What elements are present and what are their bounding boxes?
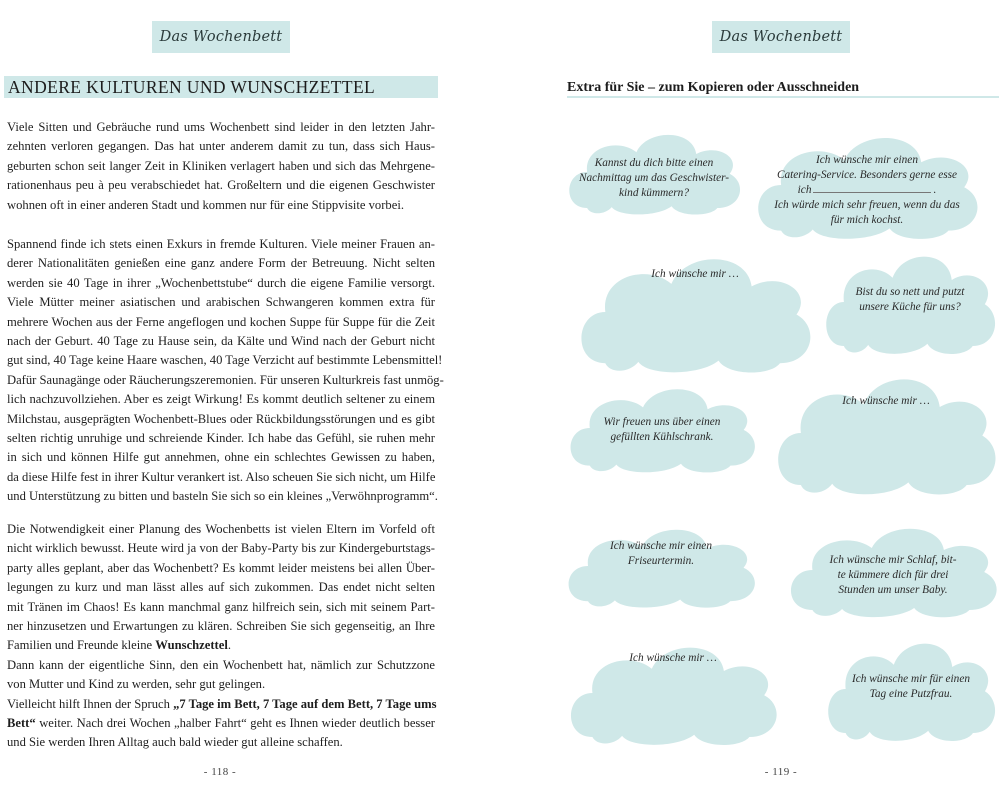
cloud-line: te kümmere dich für drei	[837, 569, 949, 581]
extra-heading: Extra für Sie – zum Kopieren oder Ausschneiden	[567, 80, 999, 98]
cloud-line: Bist du so nett und putzt	[855, 286, 965, 298]
saying-emphasis: „7 Tage im Bett, 7 Tage auf dem Bett, 7 Tage ums	[173, 696, 437, 711]
fill-in-blank[interactable]	[813, 183, 931, 193]
text-line: party alles geplant, aber das Wochenbett? Es kommt leider meistens bei allen Über-	[7, 560, 435, 575]
page-number-left: - 118 -	[203, 766, 237, 778]
paragraph-1	[7, 118, 435, 215]
text-line: da diese Hilfe fest in ihrer Kultur verankert ist. Also scheuen Sie sich nicht, um Hilfe	[7, 469, 436, 484]
text-line: Dann kann der eigentliche Sinn, den ein Wochenbett hat, nämlich zur Schutzzone	[7, 657, 435, 672]
text-line: lich nachzuvollziehen. Aber es zeigt Wirkung! Es kommt deutlich seltener zu einem	[7, 392, 435, 407]
right-page	[500, 0, 1000, 800]
cloud-shape	[774, 368, 998, 498]
cloud-line: Ich wünsche mir einen	[610, 540, 712, 552]
cloud-line: Ich würde mich sehr freuen, wenn du das	[774, 199, 960, 211]
cloud-text	[754, 153, 980, 228]
text-line: gut sind, 40 Tage keine Haare waschen, 40 Tage Verzicht auf bestimmte Lebensmittel!	[7, 353, 443, 368]
paragraph-3	[7, 520, 435, 753]
cloud-card-fridge	[567, 381, 757, 475]
cloud-text	[825, 672, 997, 702]
saying-emphasis: Bett“	[7, 716, 36, 731]
cloud-card-wish-blank-2	[774, 368, 998, 498]
cloud-line: Ich wünsche mir …	[629, 652, 717, 664]
cloud-line: Friseurtermin.	[627, 555, 695, 567]
cloud-card-hairdresser	[565, 522, 757, 610]
paragraph-2	[7, 235, 444, 507]
cloud-card-kitchen	[823, 247, 997, 357]
cloud-text	[566, 156, 742, 201]
text-line: derer Nationalitäten genießen eine ganz andere Form der Betreuung. Nicht selten	[7, 256, 435, 271]
cloud-text	[567, 415, 757, 445]
text-line: und Sie werden Ihren Alltag auch bald wieder gut alleine schaffen.	[7, 735, 343, 750]
text-line: selten richtig unruhige und schreiende Kinder. Ich habe das Gefühl, sie ruhen mehr	[7, 431, 435, 446]
cloud-line: gefüllten Kühlschrank.	[610, 431, 714, 443]
cloud-text	[787, 553, 999, 598]
cloud-line: Wir freuen uns über einen	[603, 416, 721, 428]
running-head-left: Das Wochenbett	[152, 21, 290, 53]
text-line: nach der Geburt. 40 Tage zu Hause sein, da Kälte und Wind nach der Geburt nicht	[7, 334, 435, 349]
cloud-line	[754, 183, 980, 198]
text-line: ner hinzusetzen und Erwartungen zu klären. Schreiben Sie sich gegenseitig, an Ihre	[7, 619, 435, 634]
text-line	[7, 714, 435, 733]
text-fragment: .	[933, 184, 937, 196]
text-fragment: weiter. Nach drei Wochen „halber Fahrt“ geht es Ihnen wieder deutlich besser	[35, 716, 435, 731]
cloud-line: Ich wünsche mir einen	[816, 154, 918, 166]
text-fragment: ich	[797, 184, 812, 196]
cloud-card-catering	[754, 128, 980, 242]
cloud-text	[565, 539, 757, 569]
text-line: und Unterstützung zu bitten und basteln Sie sich so ein kleines „Verwöhnprogramm“.	[7, 489, 438, 504]
chapter-title: ANDERE KULTUREN UND WUNSCHZETTEL	[4, 76, 438, 98]
text-line: Milchstau, ausgeprägten Wochenbett-Blues oder Rückbildungsstörungen und es gibt	[7, 411, 435, 426]
text-fragment: .	[227, 638, 231, 653]
cloud-card-sleep	[787, 520, 999, 620]
cloud-line: Ich wünsche mir …	[842, 395, 930, 407]
cloud-line: Stunden um unser Baby.	[838, 584, 948, 596]
text-fragment: Vielleicht hilft Ihnen der Spruch	[7, 696, 174, 711]
page-number-right: - 119 -	[764, 766, 798, 778]
text-line: legungen zu kurz und man lässt alles auf sich zukommen. Das endet nicht selten	[7, 580, 435, 595]
cloud-line: Ich wünsche mir …	[651, 268, 739, 280]
text-line: mehrere Wochen aus der Ferne angeflogen und kochen Suppe für Suppe für die Zeit	[7, 314, 435, 329]
text-line: von Mutter und Kind zu werden, sehr gut gelingen.	[7, 677, 266, 692]
text-line: mit Tränen im Chaos! Es kann manchmal ganz hilfreich sein, sich mit seinem Part-	[7, 599, 435, 614]
cloud-line: für mich kochst.	[830, 214, 904, 226]
cloud-line: Ich wünsche mir für einen	[852, 673, 970, 685]
cloud-text	[774, 394, 998, 409]
text-line: Spannend finde ich stets einen Exkurs in fremde Kulturen. Viele meiner Frauen an-	[7, 237, 435, 251]
cloud-line: Tag eine Putzfrau.	[869, 688, 953, 700]
text-line: in sich und können Hilfe gut annehmen, ohne ein schlechtes Gewissen zu haben,	[7, 450, 435, 465]
text-line: werden sie 40 Tage in ihrer „Wochenbettstube“ durch die eigene Familie versorgt.	[7, 275, 435, 290]
text-line: rationenhaus peu à peu verabschiedet hat. Großeltern und die eigenen Geschwister	[7, 178, 435, 193]
text-line: geburten schon seit langer Zeit in Kliniken verlagert haben und sich das Mehrgene-	[7, 158, 435, 173]
wunschzettel-emphasis: Wunschzettel	[155, 638, 228, 653]
cloud-card-wish-blank-3	[567, 638, 779, 748]
cloud-line: Nachmittag um das Geschwister-	[578, 172, 730, 184]
cloud-text	[823, 285, 997, 315]
text-line: Viele Mütter meiner asiatischen und arabischen Schwangeren kommen extra für	[7, 295, 435, 310]
cloud-card-wish-blank-1	[577, 248, 813, 376]
text-line: Dafür Saunagänge oder Räucherungszeremonien. Für unseren Kulturkreis fast unmög-	[7, 372, 444, 387]
cloud-line: unsere Küche für uns?	[859, 301, 961, 313]
text-fragment: Familien und Freunde kleine	[7, 638, 156, 653]
running-head-right: Das Wochenbett	[712, 21, 850, 53]
text-line: nicht wirklich bewusst. Heute wird ja von der Baby-Party bis zur Kindergeburtstags-	[7, 541, 435, 556]
text-line: zehnten verloren gegangen. Das hat unter anderem damit zu tun, dass sich Haus-	[7, 139, 435, 154]
text-line: Viele Sitten und Gebräuche rund ums Wochenbett sind leider in den letzten Jahr-	[7, 120, 435, 134]
cloud-card-sibling-care	[566, 127, 742, 217]
text-line: Die Notwendigkeit einer Planung des Wochenbetts ist vielen Eltern im Vorfeld oft	[7, 522, 435, 536]
cloud-line: Catering-Service. Besonders gerne esse	[776, 169, 958, 181]
cloud-line: kind kümmern?	[619, 187, 689, 199]
text-line	[7, 695, 435, 714]
cloud-line: Ich wünsche mir Schlaf, bit-	[829, 554, 957, 566]
cloud-card-cleaning	[825, 634, 997, 744]
cloud-text	[567, 651, 779, 666]
cloud-text	[577, 267, 813, 282]
text-line	[7, 636, 435, 655]
text-line: wohnen oft in einer anderen Stadt und kommen nur für eine Stippvisite vorbei.	[7, 197, 404, 212]
cloud-line: Kannst du dich bitte einen	[594, 157, 714, 169]
